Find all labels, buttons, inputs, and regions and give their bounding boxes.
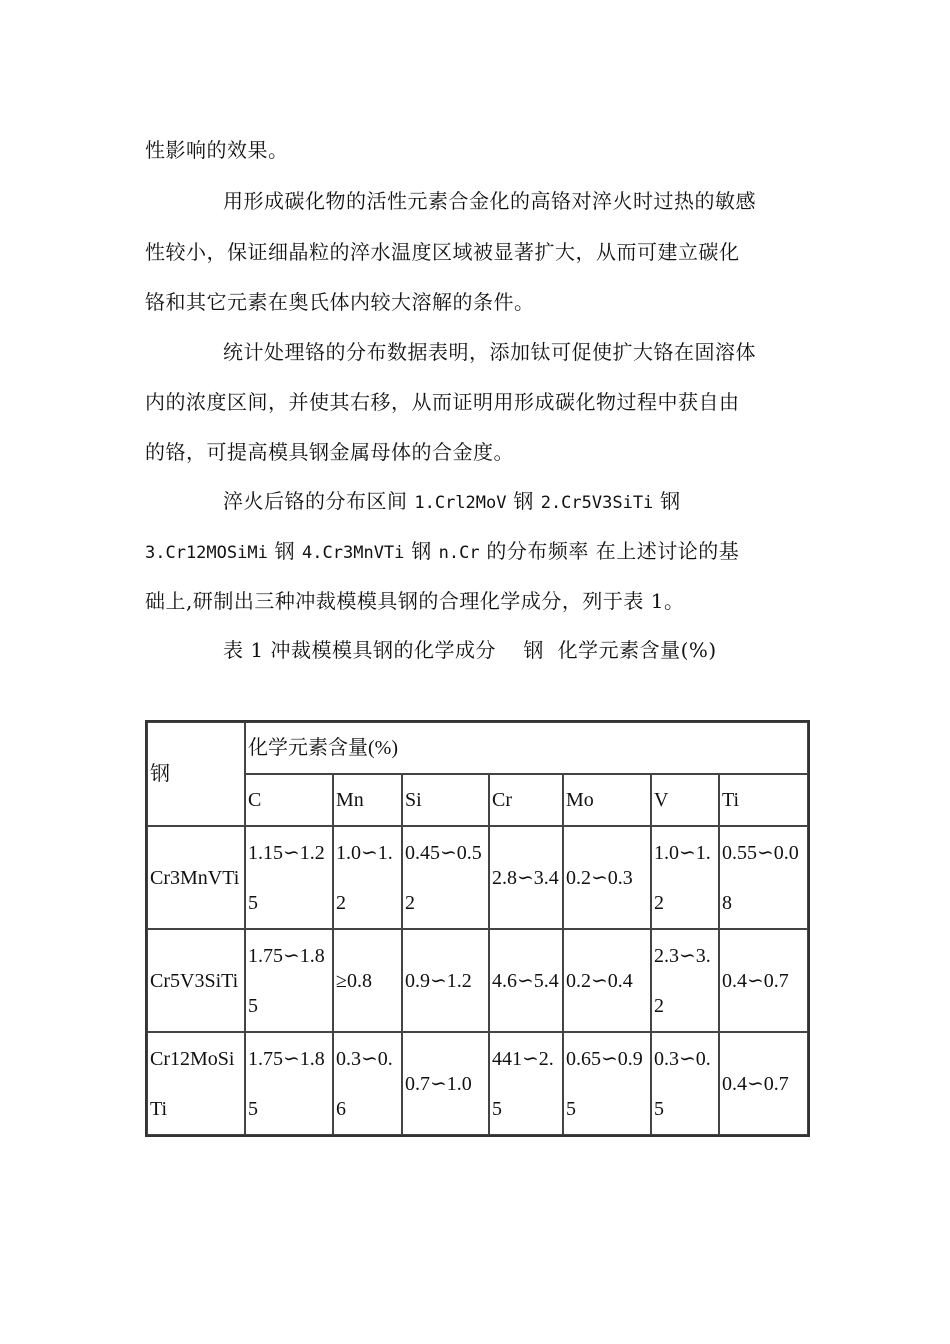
value-cell: 441∽2.5 xyxy=(489,1032,563,1135)
element-header-cr: Cr xyxy=(489,774,563,826)
element-header-c: C xyxy=(245,774,333,826)
paragraph-line xyxy=(145,538,739,566)
element-header-row xyxy=(147,774,808,826)
symbol: n.Cr xyxy=(438,543,480,563)
value-cell: 0.2∽0.3 xyxy=(563,826,651,929)
text-run: 的分布频率 在上述讨论的基 xyxy=(479,539,740,563)
steel-header-cell: 钢 xyxy=(147,722,245,826)
value-cell: 0.45∽0.52 xyxy=(402,826,489,929)
value-cell: 0.2∽0.4 xyxy=(563,929,651,1032)
element-header-ti: Ti xyxy=(719,774,808,826)
value-cell: 0.55∽0.08 xyxy=(719,826,808,929)
value-cell: ≥0.8 xyxy=(333,929,402,1032)
table-header-row xyxy=(147,722,808,774)
value-cell: 2.3∽3.2 xyxy=(651,929,719,1032)
composition-table xyxy=(145,720,810,1137)
table-row xyxy=(147,826,808,929)
paragraph-line: 铬和其它元素在奥氏体内较大溶解的条件。 xyxy=(145,290,535,314)
paragraph-line: 用形成碳化物的活性元素合金化的高铬对淬火时过热的敏感 xyxy=(223,189,756,213)
value-cell: 0.9∽1.2 xyxy=(402,929,489,1032)
steel-name-cell: Cr5V3SiTi xyxy=(147,929,245,1032)
paragraph-line: 统计处理铬的分布数据表明，添加钛可促使扩大铬在固溶体 xyxy=(223,340,756,364)
element-header-mn: Mn xyxy=(333,774,402,826)
text-run: 钢 xyxy=(506,489,541,513)
value-cell: 0.65∽0.95 xyxy=(563,1032,651,1135)
element-header-si: Si xyxy=(402,774,489,826)
paragraph-line: 的铬，可提高模具钢金属母体的合金度。 xyxy=(145,440,514,464)
steel-grade: 2.Cr5V3SiTi xyxy=(540,493,654,513)
steel-grade: 1.Crl2MoV xyxy=(414,493,507,513)
steel-name-cell: Cr12MoSiTi xyxy=(147,1032,245,1135)
paragraph-line: 内的浓度区间，并使其右移，从而证明用形成碳化物过程中获自由 xyxy=(145,390,740,414)
value-cell: 1.0∽1.2 xyxy=(651,826,719,929)
value-cell: 1.15∽1.25 xyxy=(245,826,333,929)
text-run: 钢 xyxy=(267,539,303,563)
value-cell: 1.75∽1.85 xyxy=(245,929,333,1032)
value-cell: 0.3∽0.6 xyxy=(333,1032,402,1135)
steel-grade: 3.Cr12MOSiMi xyxy=(145,543,268,563)
element-header-v: V xyxy=(651,774,719,826)
value-cell: 0.4∽0.7 xyxy=(719,1032,808,1135)
value-cell: 2.8∽3.4 xyxy=(489,826,563,929)
text-run: 钢 xyxy=(404,539,439,563)
paragraph-line: 性较小，保证细晶粒的淬水温度区域被显著扩大，从而可建立碳化 xyxy=(145,240,740,264)
paragraph-line: 础上,研制出三种冲裁模模具钢的合理化学成分，列于表 1。 xyxy=(145,589,685,613)
element-header-mo: Mo xyxy=(563,774,651,826)
paragraph-line: 性影响的效果。 xyxy=(145,138,289,162)
value-cell: 0.3∽0.5 xyxy=(651,1032,719,1135)
steel-grade: 4.Cr3MnVTi xyxy=(302,543,405,563)
value-cell: 0.7∽1.0 xyxy=(402,1032,489,1135)
value-cell: 1.75∽1.85 xyxy=(245,1032,333,1135)
text-run: 淬火后铬的分布区间 xyxy=(223,489,415,513)
value-cell: 0.4∽0.7 xyxy=(719,929,808,1032)
value-cell: 4.6∽5.4 xyxy=(489,929,563,1032)
table-row xyxy=(147,929,808,1032)
group-header-cell: 化学元素含量(%) xyxy=(245,722,808,774)
table-caption: 表 1 冲裁模模具钢的化学成分 钢 化学元素含量(%) xyxy=(223,638,717,662)
table-row xyxy=(147,1032,808,1135)
composition-table-wrap xyxy=(145,720,810,1136)
steel-name-cell: Cr3MnVTi xyxy=(147,826,245,929)
text-run: 钢 xyxy=(653,489,681,513)
paragraph-line xyxy=(223,488,681,516)
value-cell: 1.0∽1.2 xyxy=(333,826,402,929)
